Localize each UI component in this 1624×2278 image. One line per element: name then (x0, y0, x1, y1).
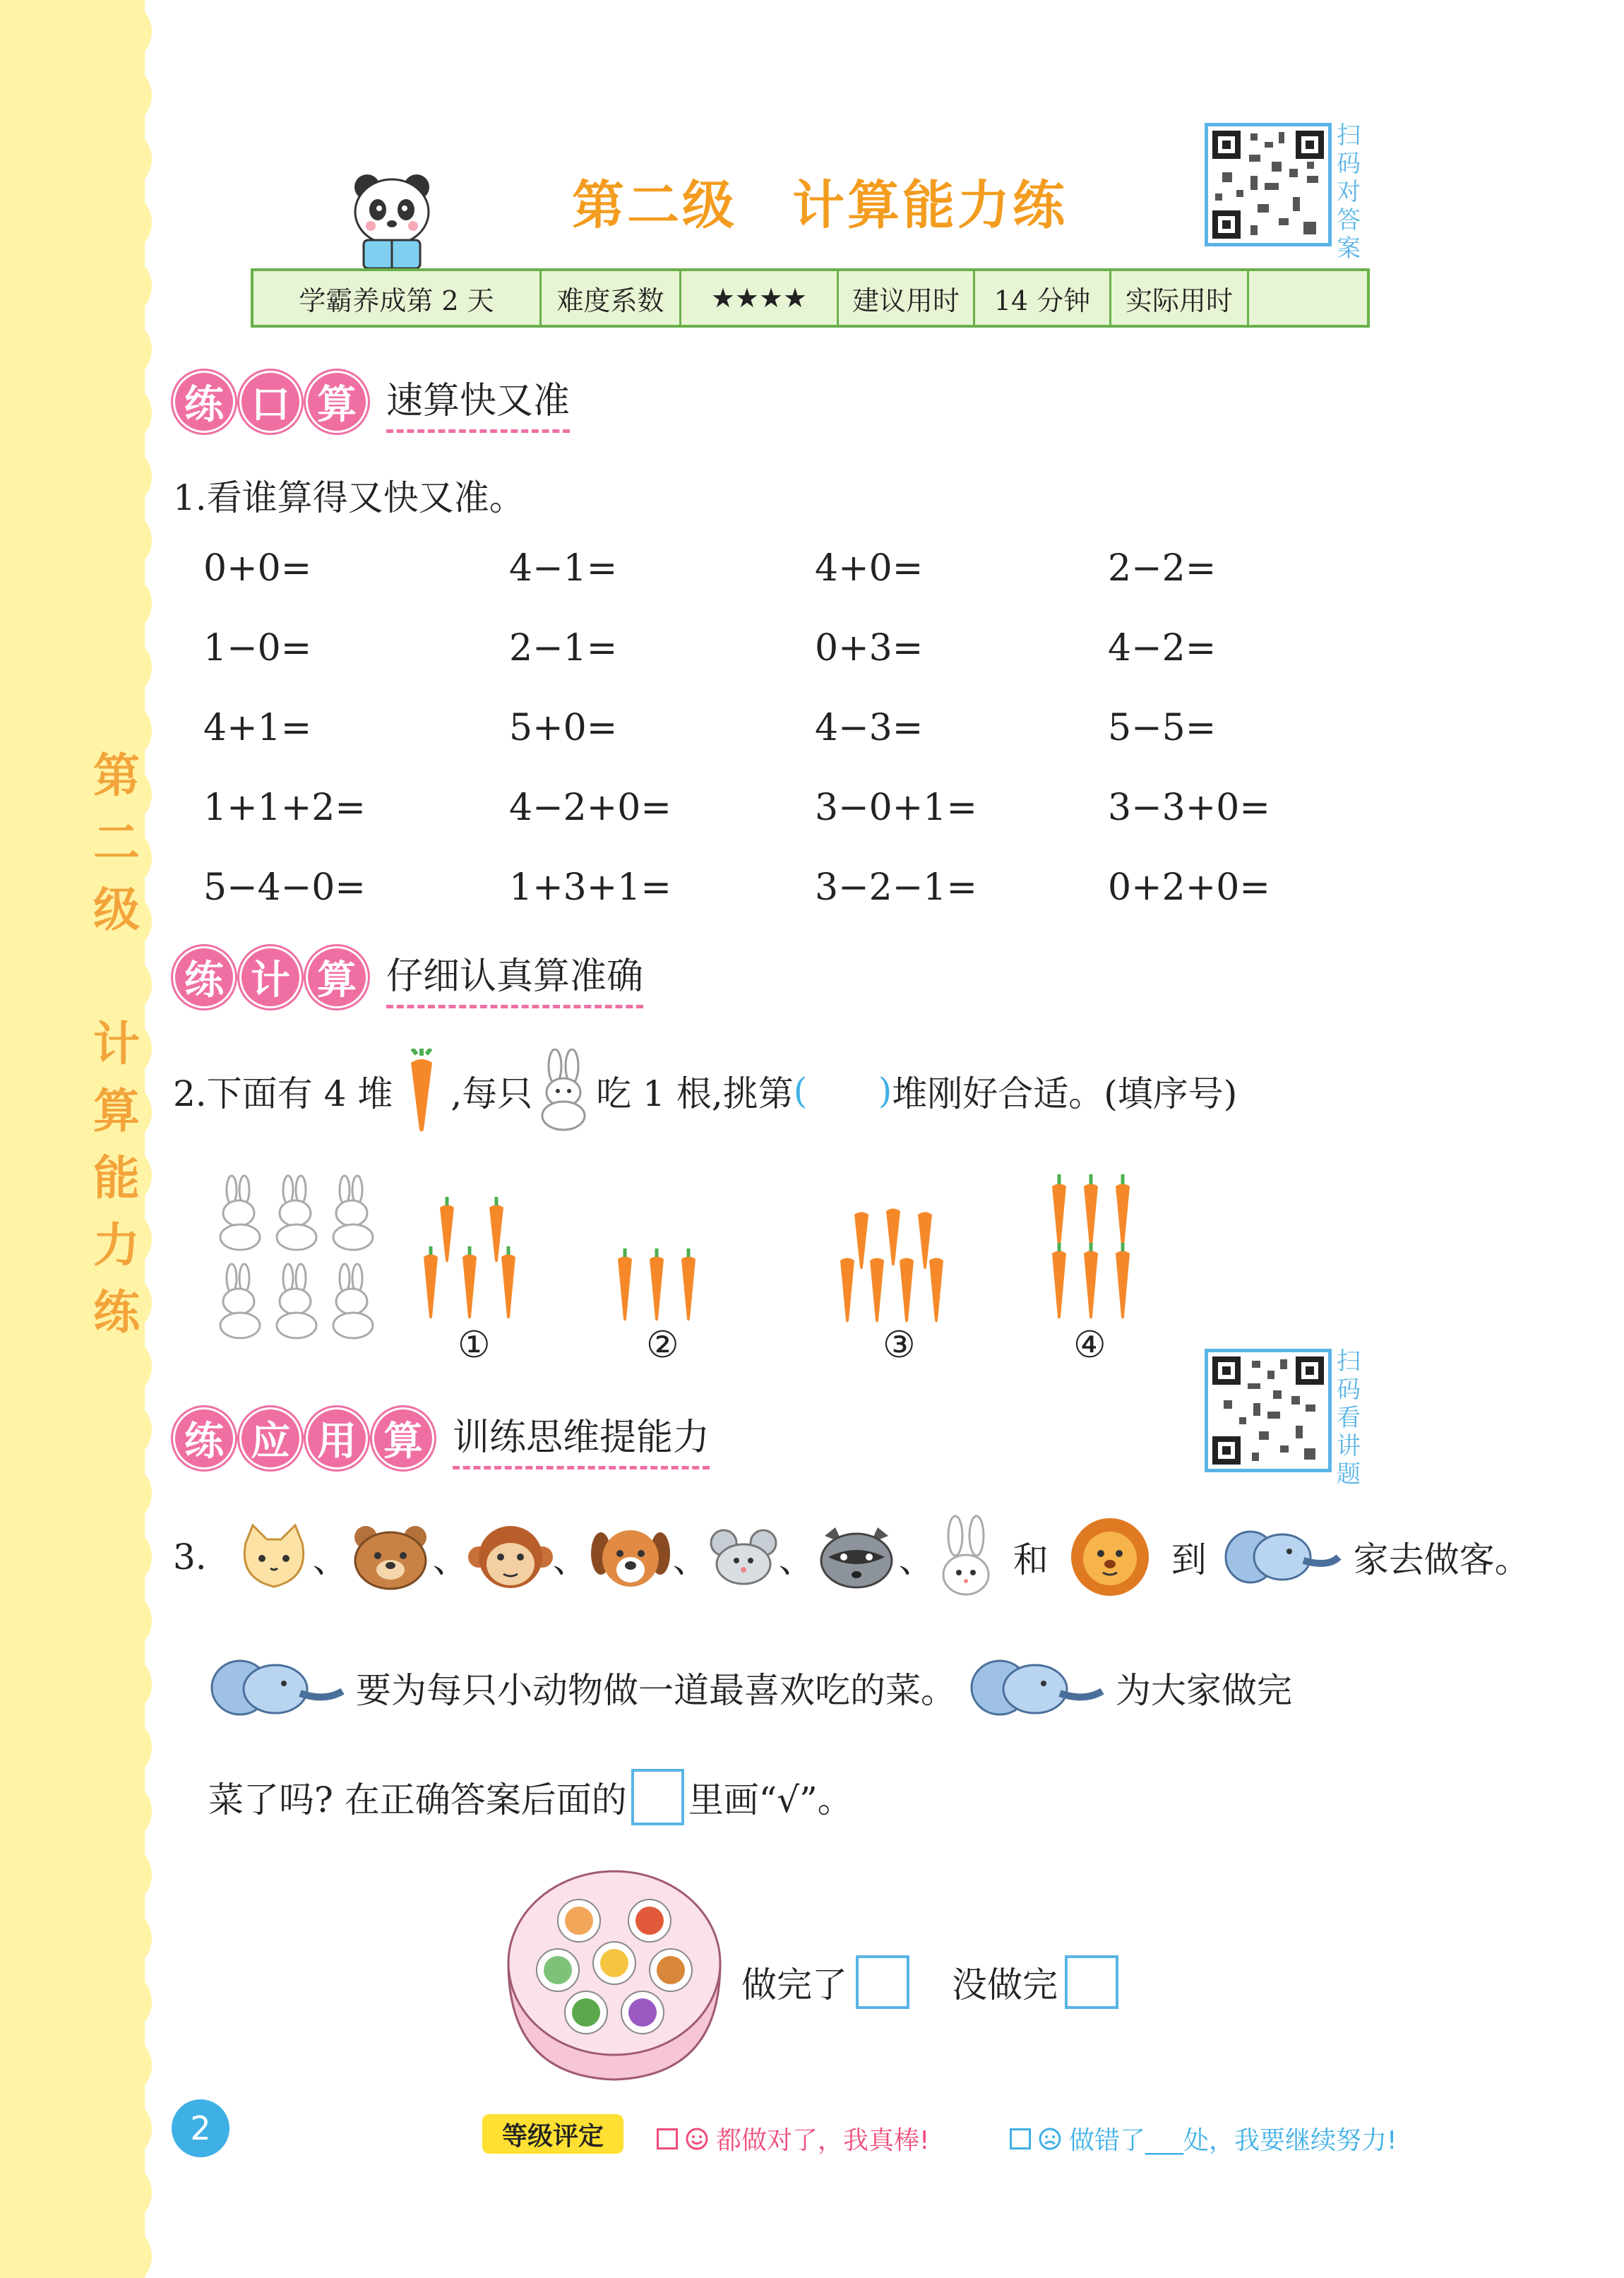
equation: 2−1= (509, 627, 618, 669)
section-badge: 练 (173, 946, 235, 1008)
side-label-char: 算 (93, 1084, 140, 1138)
equation: 0+3= (815, 627, 924, 669)
qr-label-char: 扫 (1337, 1347, 1361, 1376)
page-number: 2 (172, 2099, 229, 2157)
question-2-part: 吃 1 根,挑第 (596, 1073, 794, 1114)
monkey-icon (468, 1522, 553, 1592)
equation: 0+0= (203, 547, 312, 590)
panda-mascot-icon (339, 166, 445, 272)
info-actual-time-input[interactable] (1249, 271, 1367, 325)
grade-option-text: 做错了___处，我要继续努力! (1069, 2126, 1397, 2155)
pile-label: ① (458, 1324, 491, 1366)
grade-option-some-wrong (1010, 2121, 1397, 2157)
pile-label: ④ (1073, 1324, 1106, 1366)
section-subtitle: 仔细认真算准确 (386, 946, 643, 1008)
equation: 3−2−1= (815, 866, 977, 909)
question-3-line-2 (205, 1649, 1292, 1727)
equation: 1+1+2= (203, 787, 366, 829)
carrot-pile-3 (840, 1204, 967, 1324)
info-day: 学霸养成第 2 天 (253, 271, 542, 325)
info-suggested-time: 14 分钟 (975, 271, 1111, 325)
question-1: 1.看谁算得又快又准。 (173, 477, 525, 518)
section-header-application (173, 1407, 710, 1469)
question-3-line1-end: 家去做客。 (1353, 1539, 1530, 1580)
equation: 4−2+0= (509, 787, 671, 829)
section-badge: 练 (173, 371, 235, 433)
qr-label-char: 对 (1337, 178, 1361, 206)
lion-icon (1064, 1515, 1156, 1599)
carrot-pile-1 (420, 1197, 533, 1320)
raccoon-icon (814, 1522, 899, 1592)
rabbit-icon (934, 1515, 998, 1599)
info-table (251, 268, 1370, 328)
pile-label: ② (646, 1324, 679, 1366)
question-3-line2-end: 为大家做完 (1116, 1670, 1292, 1711)
question-3-and: 和 (1013, 1539, 1049, 1580)
dog-icon (588, 1522, 673, 1592)
section-header-calc (173, 946, 643, 1008)
info-suggested-time-label: 建议用时 (839, 271, 975, 325)
side-label-char: 力 (93, 1218, 140, 1272)
question-3-line-1: 3. 、 、 、 、 、 、 和 到 家去做客。 (173, 1511, 1530, 1603)
smile-face-icon (685, 2127, 709, 2151)
dining-table-icon (501, 1864, 727, 2083)
qr-label-char: 看 (1337, 1404, 1361, 1432)
section-badge: 练 (173, 1407, 235, 1469)
equation: 5−4−0= (203, 866, 366, 909)
sad-face-icon (1038, 2127, 1062, 2151)
qr-code-icon (1208, 1352, 1328, 1469)
section-subtitle: 速算快又准 (386, 371, 570, 433)
equation: 0+2+0= (1108, 866, 1270, 909)
page-title: 第二级 计算能力练 (572, 175, 1068, 236)
equation: 4−2= (1108, 627, 1217, 669)
equation: 2−2= (1108, 547, 1217, 590)
qr-code-answers[interactable] (1205, 123, 1332, 246)
info-difficulty-label: 难度系数 (542, 271, 681, 325)
rabbit-group-icon (212, 1172, 395, 1349)
answer-blank-close: ) (878, 1071, 892, 1111)
qr-label-char: 码 (1337, 1376, 1361, 1404)
grade-label: 等级评定 (482, 2114, 623, 2154)
option-done-label: 做完了 (741, 1964, 847, 2005)
side-label-char: 练 (93, 1285, 140, 1340)
equation: 5−5= (1108, 707, 1217, 749)
grade-checkbox[interactable] (1010, 2128, 1031, 2149)
pile-label: ③ (883, 1324, 916, 1366)
grade-option-all-correct (657, 2121, 929, 2157)
side-label-char: 第 (93, 749, 140, 803)
qr-label-char: 答 (1337, 206, 1361, 234)
elephant-icon (1222, 1522, 1342, 1592)
question-3-line2-mid: 要为每只小动物做一道最喜欢吃的菜。 (356, 1670, 956, 1711)
section-badge: 计 (239, 946, 301, 1008)
question-2-part: 堆刚好合适。(填序号) (892, 1073, 1238, 1114)
cat-icon (235, 1522, 313, 1592)
qr-code-lesson[interactable] (1205, 1349, 1332, 1472)
section-header-oral (173, 371, 570, 433)
equation-grid (203, 547, 1291, 946)
carrot-icon (397, 1049, 446, 1133)
equation: 4+0= (815, 547, 924, 590)
equation: 1+3+1= (509, 866, 671, 909)
section-badge: 算 (306, 371, 368, 433)
elephant-icon (965, 1652, 1106, 1723)
equation: 4−3= (815, 707, 924, 749)
grade-checkbox[interactable] (657, 2128, 678, 2149)
side-label-char: 级 (93, 883, 140, 937)
question-2-part: 2.下面有 4 堆 (173, 1073, 393, 1114)
qr-code-icon (1208, 126, 1328, 243)
answer-options (741, 1950, 1118, 2014)
section-badge: 用 (306, 1407, 368, 1469)
question-3-line-3 (208, 1765, 853, 1829)
equation: 4+1= (203, 707, 312, 749)
option-not-done-checkbox[interactable] (1065, 1955, 1118, 2009)
qr-label-char: 题 (1337, 1460, 1361, 1489)
option-done-checkbox[interactable] (856, 1955, 909, 2009)
section-badge: 应 (239, 1407, 301, 1469)
question-3-to: 到 (1171, 1539, 1207, 1580)
side-label-char: 二 (93, 816, 140, 870)
section-badge: 算 (306, 946, 368, 1008)
question-2 (173, 1049, 1237, 1133)
question-3-line3-end: 里画“√”。 (688, 1779, 853, 1820)
qr-label-char: 案 (1337, 234, 1361, 263)
bear-icon (348, 1522, 433, 1592)
sample-answer-box (631, 1769, 684, 1825)
info-actual-time-label: 实际用时 (1111, 271, 1249, 325)
carrot-pile-2 (614, 1246, 713, 1324)
equation: 4−1= (509, 547, 618, 590)
side-label-char: 计 (93, 1017, 140, 1071)
info-difficulty-stars: ★★★★ (681, 271, 839, 325)
equation: 3−3+0= (1108, 787, 1270, 829)
section-subtitle: 训练思维提能力 (453, 1407, 710, 1469)
section-badge: 口 (239, 371, 301, 433)
qr-label-char: 码 (1337, 150, 1361, 178)
question-3-line3-start: 菜了吗? 在正确答案后面的 (208, 1779, 627, 1820)
answer-blank-open[interactable]: ( (793, 1071, 808, 1111)
elephant-icon (205, 1652, 346, 1723)
rabbit-icon (532, 1049, 596, 1133)
qr-label-char: 扫 (1337, 121, 1361, 150)
carrot-pile-4 (1045, 1172, 1144, 1324)
grade-option-text: 都做对了，我真棒! (716, 2126, 930, 2155)
section-badge: 算 (372, 1407, 434, 1469)
equation: 3−0+1= (815, 787, 977, 829)
side-label-char: 能 (93, 1151, 140, 1205)
equation: 1−0= (203, 627, 312, 669)
mouse-icon (708, 1522, 779, 1592)
option-not-done-label: 没做完 (952, 1964, 1058, 2005)
equation: 5+0= (509, 707, 618, 749)
question-2-part: ,每只 (450, 1073, 533, 1114)
qr-label-char: 讲 (1337, 1432, 1361, 1460)
question-number: 3. (173, 1537, 207, 1578)
